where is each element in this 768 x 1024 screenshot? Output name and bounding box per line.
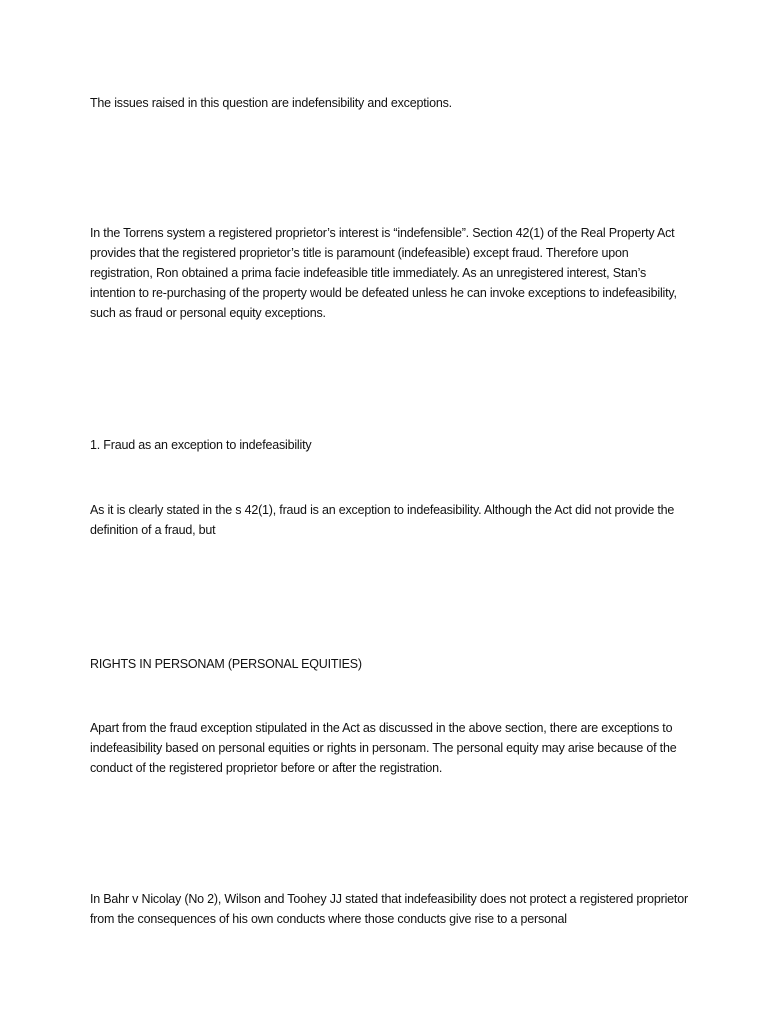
personal-equities-paragraph: Apart from the fraud exception stipulated in the Act as discussed in the above section, there are exceptions to indefeasibility based on personal equities or rights in personam. The personal equity may arise because of the conduct of the registered proprietor before or after the registration. bbox=[90, 721, 677, 775]
torrens-paragraph: In the Torrens system a registered proprietor’s interest is “indefensible”. Section 42(1) of the Real Property Act provides that the registered proprietor’s title is paramount (indefeasible) except fraud. Therefore upon registration, Ron obtained a prima facie indefeasible title immediately. As an unregistered interest, Stan’s intention to re-purchasing of the property would be defeated unless he can invoke exceptions to indefeasibility, such as fraud or personal equity exceptions. bbox=[90, 226, 677, 320]
bahr-v-nicolay-paragraph: In Bahr v Nicolay (No 2), Wilson and Toohey JJ stated that indefeasibility does not protect a registered proprietor from the consequences of his own conducts where those conducts give rise to a personal bbox=[90, 892, 688, 926]
rights-in-personam-heading: RIGHTS IN PERSONAM (PERSONAL EQUITIES) bbox=[90, 657, 362, 671]
intro-paragraph: The issues raised in this question are indefensibility and exceptions. bbox=[90, 96, 452, 110]
fraud-paragraph: As it is clearly stated in the s 42(1), fraud is an exception to indefeasibility. Although the Act did not provide the definition of a fraud, but bbox=[90, 503, 675, 537]
fraud-heading: 1. Fraud as an exception to indefeasibility bbox=[90, 438, 312, 452]
